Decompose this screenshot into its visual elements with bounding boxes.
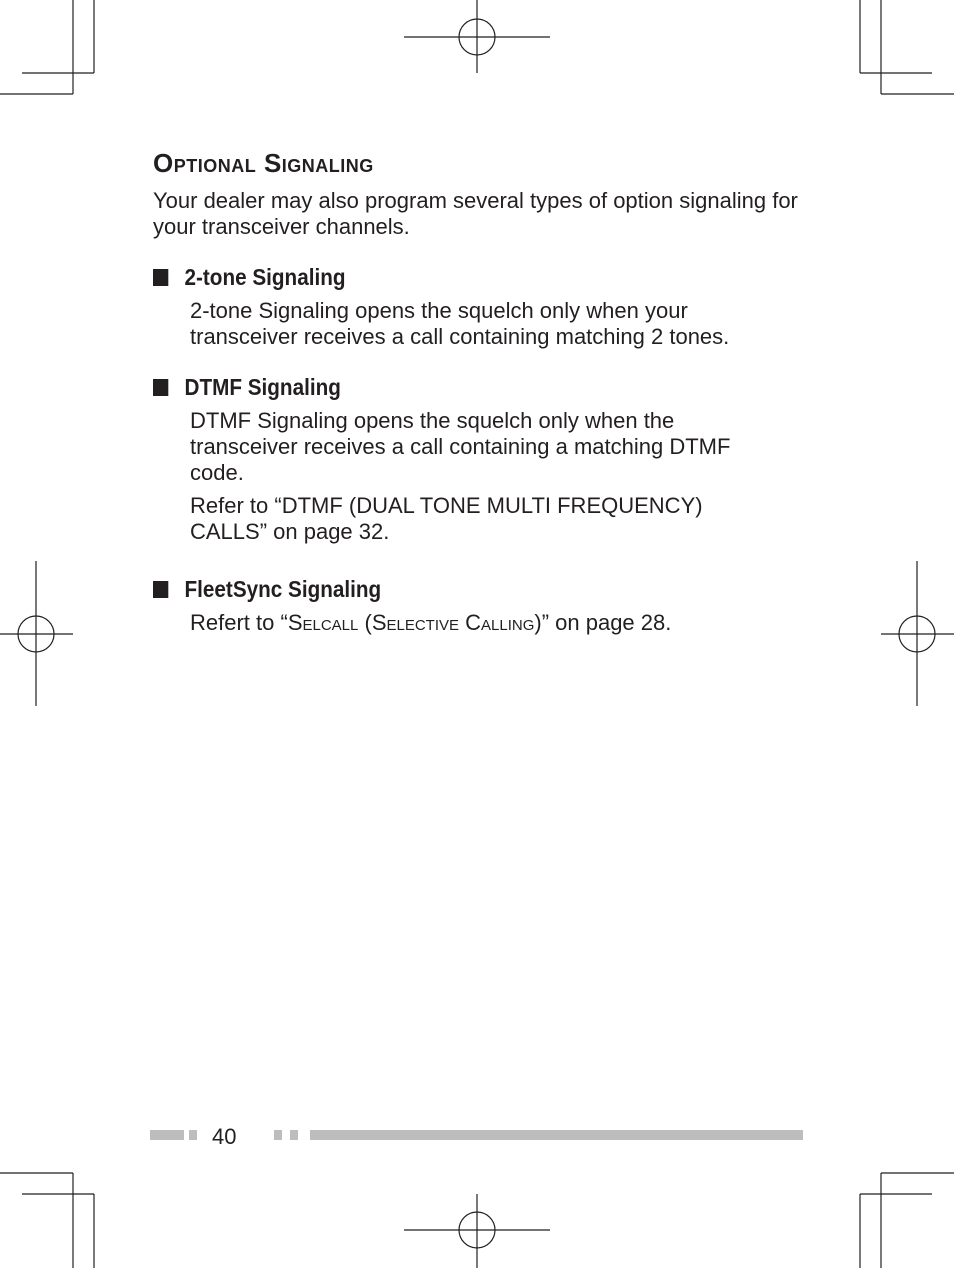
reference-link-selcall: Selcall (287, 610, 359, 635)
footer-bar-segment (189, 1130, 197, 1140)
section-reference (190, 610, 790, 636)
section-heading-2-tone (153, 263, 346, 291)
section-title: DTMF Signaling (184, 374, 341, 400)
footer-bar-segment (150, 1130, 184, 1140)
square-bullet-icon (153, 269, 168, 286)
square-bullet-icon (153, 581, 168, 598)
section-paragraph: 2-tone Signaling opens the squelch only when your transceiver receives a call containing matching 2 tones. (190, 298, 730, 349)
page-title: Optional Signaling (153, 148, 374, 178)
reference-suffix: )” on page 28. (534, 610, 672, 635)
footer-bar-long (310, 1130, 803, 1140)
section-heading-fleetsync (153, 575, 381, 603)
reference-paren: ( (358, 610, 372, 635)
footer-bar-segment (290, 1130, 298, 1140)
section-paragraph: Refer to “DTMF (DUAL TONE MULTI FREQUENCY) CALLS” on page 32. (190, 493, 703, 544)
reference-link-selective-calling: Selective Calling (371, 610, 535, 635)
intro-paragraph: Your dealer may also program several types of option signaling for your transceiver channels. (153, 188, 798, 239)
square-bullet-icon (153, 379, 168, 396)
section-title: FleetSync Signaling (184, 576, 382, 602)
footer-bar-segment (274, 1130, 282, 1140)
section-title: 2-tone Signaling (184, 264, 346, 290)
reference-prefix: Refert to “ (190, 610, 288, 635)
section-heading-dtmf (153, 373, 341, 401)
page-number: 40 (212, 1124, 237, 1149)
section-paragraph: DTMF Signaling opens the squelch only when the transceiver receives a call containing a matching DTMF code. (190, 408, 731, 485)
